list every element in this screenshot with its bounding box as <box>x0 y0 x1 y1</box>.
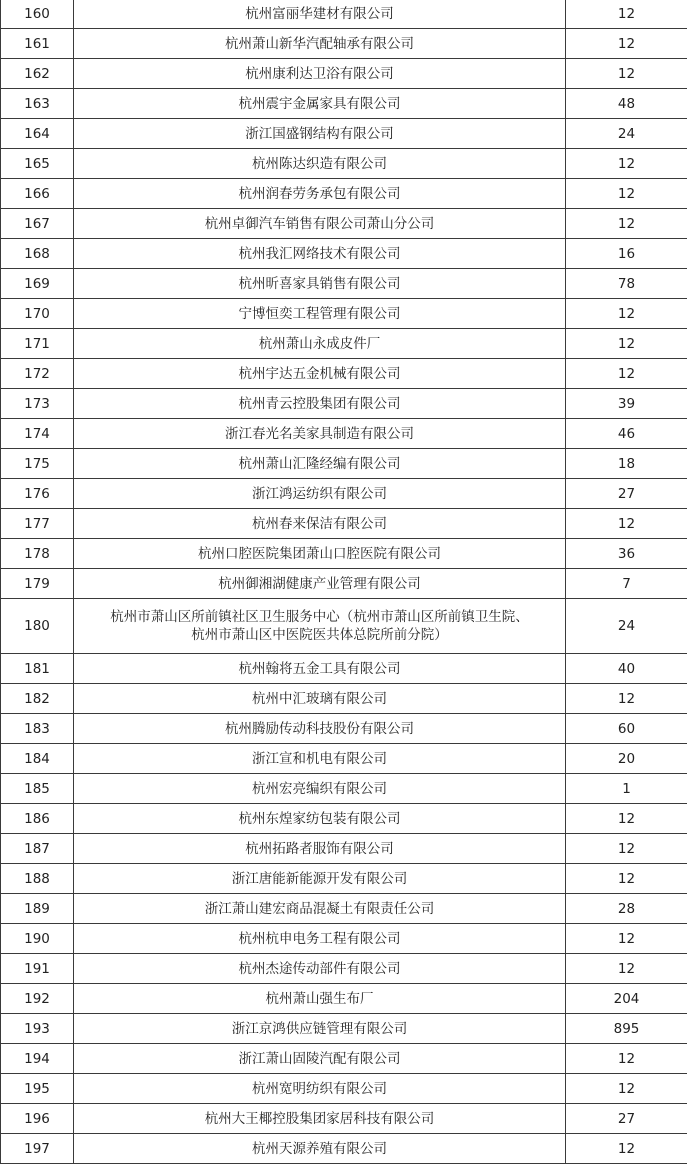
company-table-body <box>1 0 687 1164</box>
company-name-line-1: 杭州市萧山区所前镇社区卫生服务中心（杭州市萧山区所前镇卫生院、 <box>110 609 529 625</box>
row-count: 12 <box>566 329 687 359</box>
table-row <box>1 834 687 864</box>
company-name: 杭州宏亮编织有限公司 <box>74 774 566 804</box>
table-row <box>1 924 687 954</box>
table-row <box>1 1074 687 1104</box>
row-count: 204 <box>566 984 687 1014</box>
table-row <box>1 59 687 89</box>
table-row <box>1 1104 687 1134</box>
row-count: 18 <box>566 449 687 479</box>
table-row <box>1 1044 687 1074</box>
table-row <box>1 539 687 569</box>
row-count: 12 <box>566 29 687 59</box>
table-row <box>1 654 687 684</box>
company-name: 浙江宣和机电有限公司 <box>74 744 566 774</box>
table-row <box>1 359 687 389</box>
company-name: 杭州天源养殖有限公司 <box>74 1134 566 1164</box>
company-name: 杭州腾励传动科技股份有限公司 <box>74 714 566 744</box>
company-name: 杭州杭申电务工程有限公司 <box>74 924 566 954</box>
table-row <box>1 209 687 239</box>
table-row <box>1 569 687 599</box>
company-name: 杭州润春劳务承包有限公司 <box>74 179 566 209</box>
company-name: 杭州康利达卫浴有限公司 <box>74 59 566 89</box>
row-count: 78 <box>566 269 687 299</box>
row-count: 27 <box>566 479 687 509</box>
row-number: 168 <box>1 239 74 269</box>
row-number: 194 <box>1 1044 74 1074</box>
company-name: 杭州卓御汽车销售有限公司萧山分公司 <box>74 209 566 239</box>
row-number: 192 <box>1 984 74 1014</box>
row-count: 24 <box>566 599 687 654</box>
row-count: 12 <box>566 179 687 209</box>
row-number: 160 <box>1 0 74 29</box>
company-name: 杭州口腔医院集团萧山口腔医院有限公司 <box>74 539 566 569</box>
row-number: 161 <box>1 29 74 59</box>
row-number: 189 <box>1 894 74 924</box>
company-name: 杭州宽明纺织有限公司 <box>74 1074 566 1104</box>
row-count: 60 <box>566 714 687 744</box>
table-row <box>1 599 687 654</box>
table-row <box>1 1014 687 1044</box>
table-row <box>1 479 687 509</box>
row-count: 12 <box>566 864 687 894</box>
row-count: 12 <box>566 509 687 539</box>
company-name: 杭州翰将五金工具有限公司 <box>74 654 566 684</box>
company-name: 杭州昕喜家具销售有限公司 <box>74 269 566 299</box>
company-name: 宁博恒奕工程管理有限公司 <box>74 299 566 329</box>
row-number: 176 <box>1 479 74 509</box>
row-number: 174 <box>1 419 74 449</box>
row-number: 197 <box>1 1134 74 1164</box>
row-number: 179 <box>1 569 74 599</box>
company-name: 杭州萧山强生布厂 <box>74 984 566 1014</box>
table-row <box>1 984 687 1014</box>
table-row <box>1 0 687 29</box>
company-name: 杭州御湘湖健康产业管理有限公司 <box>74 569 566 599</box>
table-row <box>1 804 687 834</box>
row-count: 12 <box>566 684 687 714</box>
row-number: 195 <box>1 1074 74 1104</box>
row-count: 12 <box>566 359 687 389</box>
table-row <box>1 894 687 924</box>
row-number: 163 <box>1 89 74 119</box>
row-number: 186 <box>1 804 74 834</box>
row-number: 166 <box>1 179 74 209</box>
row-number: 183 <box>1 714 74 744</box>
row-number: 162 <box>1 59 74 89</box>
table-row <box>1 1134 687 1164</box>
row-count: 12 <box>566 1134 687 1164</box>
row-number: 177 <box>1 509 74 539</box>
row-number: 175 <box>1 449 74 479</box>
row-number: 191 <box>1 954 74 984</box>
table-row <box>1 299 687 329</box>
row-count: 27 <box>566 1104 687 1134</box>
row-number: 172 <box>1 359 74 389</box>
row-number: 187 <box>1 834 74 864</box>
row-number: 171 <box>1 329 74 359</box>
row-count: 16 <box>566 239 687 269</box>
row-count: 46 <box>566 419 687 449</box>
row-number: 193 <box>1 1014 74 1044</box>
company-name: 杭州宇达五金机械有限公司 <box>74 359 566 389</box>
row-number: 164 <box>1 119 74 149</box>
row-count: 12 <box>566 804 687 834</box>
row-count: 28 <box>566 894 687 924</box>
row-count: 12 <box>566 299 687 329</box>
row-count: 12 <box>566 954 687 984</box>
company-name: 杭州东煌家纺包装有限公司 <box>74 804 566 834</box>
company-name-line-2: 杭州市萧山区中医院医共体总院所前分院） <box>191 627 448 643</box>
row-count: 24 <box>566 119 687 149</box>
company-name: 杭州富丽华建材有限公司 <box>74 0 566 29</box>
company-name: 杭州震宇金属家具有限公司 <box>74 89 566 119</box>
table-row <box>1 864 687 894</box>
company-name: 浙江萧山建宏商品混凝土有限责任公司 <box>74 894 566 924</box>
row-count: 12 <box>566 1074 687 1104</box>
company-name: 杭州我汇网络技术有限公司 <box>74 239 566 269</box>
row-number: 169 <box>1 269 74 299</box>
row-number: 170 <box>1 299 74 329</box>
table-row <box>1 449 687 479</box>
row-number: 173 <box>1 389 74 419</box>
row-count: 12 <box>566 59 687 89</box>
row-count: 12 <box>566 209 687 239</box>
table-row <box>1 269 687 299</box>
row-count: 12 <box>566 834 687 864</box>
table-row <box>1 389 687 419</box>
company-name: 杭州萧山汇隆经编有限公司 <box>74 449 566 479</box>
row-count: 12 <box>566 1044 687 1074</box>
table-row <box>1 954 687 984</box>
row-number: 182 <box>1 684 74 714</box>
company-name: 浙江国盛钢结构有限公司 <box>74 119 566 149</box>
company-name: 杭州萧山永成皮件厂 <box>74 329 566 359</box>
table-row <box>1 774 687 804</box>
row-number: 188 <box>1 864 74 894</box>
company-name: 浙江萧山固陵汽配有限公司 <box>74 1044 566 1074</box>
company-name: 杭州春来保洁有限公司 <box>74 509 566 539</box>
table-row <box>1 89 687 119</box>
company-name: 浙江春光名美家具制造有限公司 <box>74 419 566 449</box>
row-number: 178 <box>1 539 74 569</box>
table-row <box>1 119 687 149</box>
table-row <box>1 684 687 714</box>
row-count: 7 <box>566 569 687 599</box>
company-name: 杭州拓路者服饰有限公司 <box>74 834 566 864</box>
company-name: 浙江京鸿供应链管理有限公司 <box>74 1014 566 1044</box>
table-row <box>1 714 687 744</box>
company-name: 杭州萧山新华汽配轴承有限公司 <box>74 29 566 59</box>
table-row <box>1 419 687 449</box>
table-row <box>1 509 687 539</box>
table-row <box>1 179 687 209</box>
company-name: 浙江鸿运纺织有限公司 <box>74 479 566 509</box>
row-number: 165 <box>1 149 74 179</box>
company-name: 杭州大王椰控股集团家居科技有限公司 <box>74 1104 566 1134</box>
row-count: 48 <box>566 89 687 119</box>
table-row <box>1 329 687 359</box>
table-row <box>1 29 687 59</box>
row-number: 196 <box>1 1104 74 1134</box>
row-count: 12 <box>566 149 687 179</box>
row-count: 40 <box>566 654 687 684</box>
row-count: 895 <box>566 1014 687 1044</box>
row-count: 1 <box>566 774 687 804</box>
row-count: 12 <box>566 0 687 29</box>
row-number: 167 <box>1 209 74 239</box>
row-number: 181 <box>1 654 74 684</box>
row-count: 20 <box>566 744 687 774</box>
company-name <box>74 599 566 654</box>
row-number: 180 <box>1 599 74 654</box>
company-name: 杭州中汇玻璃有限公司 <box>74 684 566 714</box>
company-name: 杭州杰途传动部件有限公司 <box>74 954 566 984</box>
table-row <box>1 239 687 269</box>
row-count: 39 <box>566 389 687 419</box>
row-count: 36 <box>566 539 687 569</box>
company-name: 杭州陈达织造有限公司 <box>74 149 566 179</box>
company-name: 浙江唐能新能源开发有限公司 <box>74 864 566 894</box>
table-row <box>1 149 687 179</box>
row-number: 185 <box>1 774 74 804</box>
row-number: 190 <box>1 924 74 954</box>
company-name: 杭州青云控股集团有限公司 <box>74 389 566 419</box>
row-number: 184 <box>1 744 74 774</box>
row-count: 12 <box>566 924 687 954</box>
table-row <box>1 744 687 774</box>
